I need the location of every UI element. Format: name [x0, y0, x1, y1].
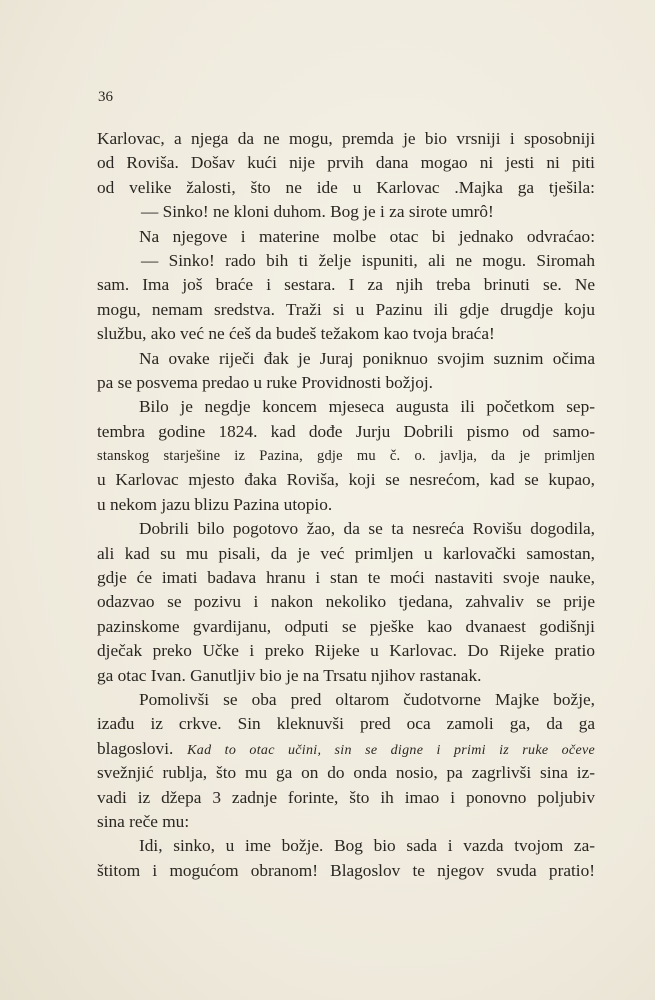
text-line-head: blagoslovi. — [97, 738, 174, 758]
text-line: pazinskome gvardijanu, odputi se pješke kao dvanaest godišnji — [97, 616, 595, 636]
text-line: sam. Ima još braće i sestara. I za njih treba brinuti se. Ne — [97, 275, 595, 295]
text-line: Na ovake riječi đak je Juraj poniknuo svojim suznim očima — [139, 348, 595, 368]
text-line: pa se posvema predao u ruke Providnosti božjoj. — [97, 372, 433, 392]
text-line: Karlovac, a njega da ne mogu, premda je bio vrsniji i sposobniji — [97, 129, 595, 148]
text-line-italic-tail: Kad to otac učini, sin se digne i primi iz ruke očeve — [187, 742, 595, 758]
text-line: dječak preko Učke i preko Rijeke u Karlovac. Do Rijeke pratio — [97, 641, 595, 661]
body-text — [97, 127, 595, 883]
text-line: u nekom jazu blizu Pazina utopio. — [97, 494, 333, 514]
text-line: svežnjić rublja, što mu ga on do onda nosio, pa zagrlivši sina iz- — [97, 763, 595, 783]
text-line-mixed — [97, 737, 595, 761]
text-line: Dobrili bilo pogotovo žao, da se ta nesreća Rovišu dogodila, — [139, 519, 595, 539]
text-line: mogu, nemam sredstva. Traži si u Pazinu ili gdje drugdje koju — [97, 299, 595, 319]
text-line: Na njegove i materine molbe otac bi jednako odvraćao: — [139, 226, 595, 246]
dialog-line: — Sinko! ne kloni duhom. Bog je i za sirote umrô! — [141, 202, 494, 222]
dialog-line: — Sinko! rado bih ti želje ispuniti, ali ne mogu. Siromah — [141, 250, 595, 270]
text-line: ga otac Ivan. Ganutljiv bio je na Trsatu njihov rastanak. — [97, 665, 482, 685]
text-line: štitom i mogućom obranom! Blagoslov te njegov svuda pratio! — [97, 860, 595, 880]
text-line: od velike žalosti, što ne ide u Karlovac .Majka ga tješila: — [97, 177, 595, 197]
text-line: u Karlovac mjesto đaka Roviša, koji se nesrećom, kad se kupao, — [97, 470, 595, 490]
text-line: vadi iz džepa 3 zadnje forinte, što ih imao i ponovno poljubiv — [97, 787, 595, 807]
text-line: Idi, sinko, u ime božje. Bog bio sada i vazda tvojom za- — [139, 836, 595, 856]
text-line: odazvao se pozivu i nakon nekoliko tjedana, zahvaliv se prije — [97, 592, 595, 612]
text-line: tembra godine 1824. kad dođe Jurju Dobrili pismo od samo- — [97, 421, 595, 441]
text-line: gdje će imati badava hranu i stan te moći nastaviti svoje nauke, — [97, 568, 595, 588]
text-line: Pomolivši se oba pred oltarom čudotvorne Majke božje, — [139, 689, 595, 709]
page-number: 36 — [98, 89, 113, 105]
text-line: ali kad su mu pisali, da je već primljen u karlovački samostan, — [97, 543, 595, 563]
text-line: od Roviša. Došav kući nije prvih dana mogao ni jesti ni piti — [97, 153, 595, 173]
text-line: Bilo je negdje koncem mjeseca augusta ili početkom sep- — [139, 397, 595, 417]
text-line: izađu iz crkve. Sin kleknuvši pred oca zamoli ga, da ga — [97, 714, 595, 734]
text-line: stanskog starješine iz Pazina, gdje mu č. o. javlja, da je primljen — [97, 448, 595, 465]
text-line: službu, ako već ne ćeš da budeš težakom kao tvoja braća! — [97, 324, 495, 344]
text-line: sina reče mu: — [97, 811, 190, 831]
